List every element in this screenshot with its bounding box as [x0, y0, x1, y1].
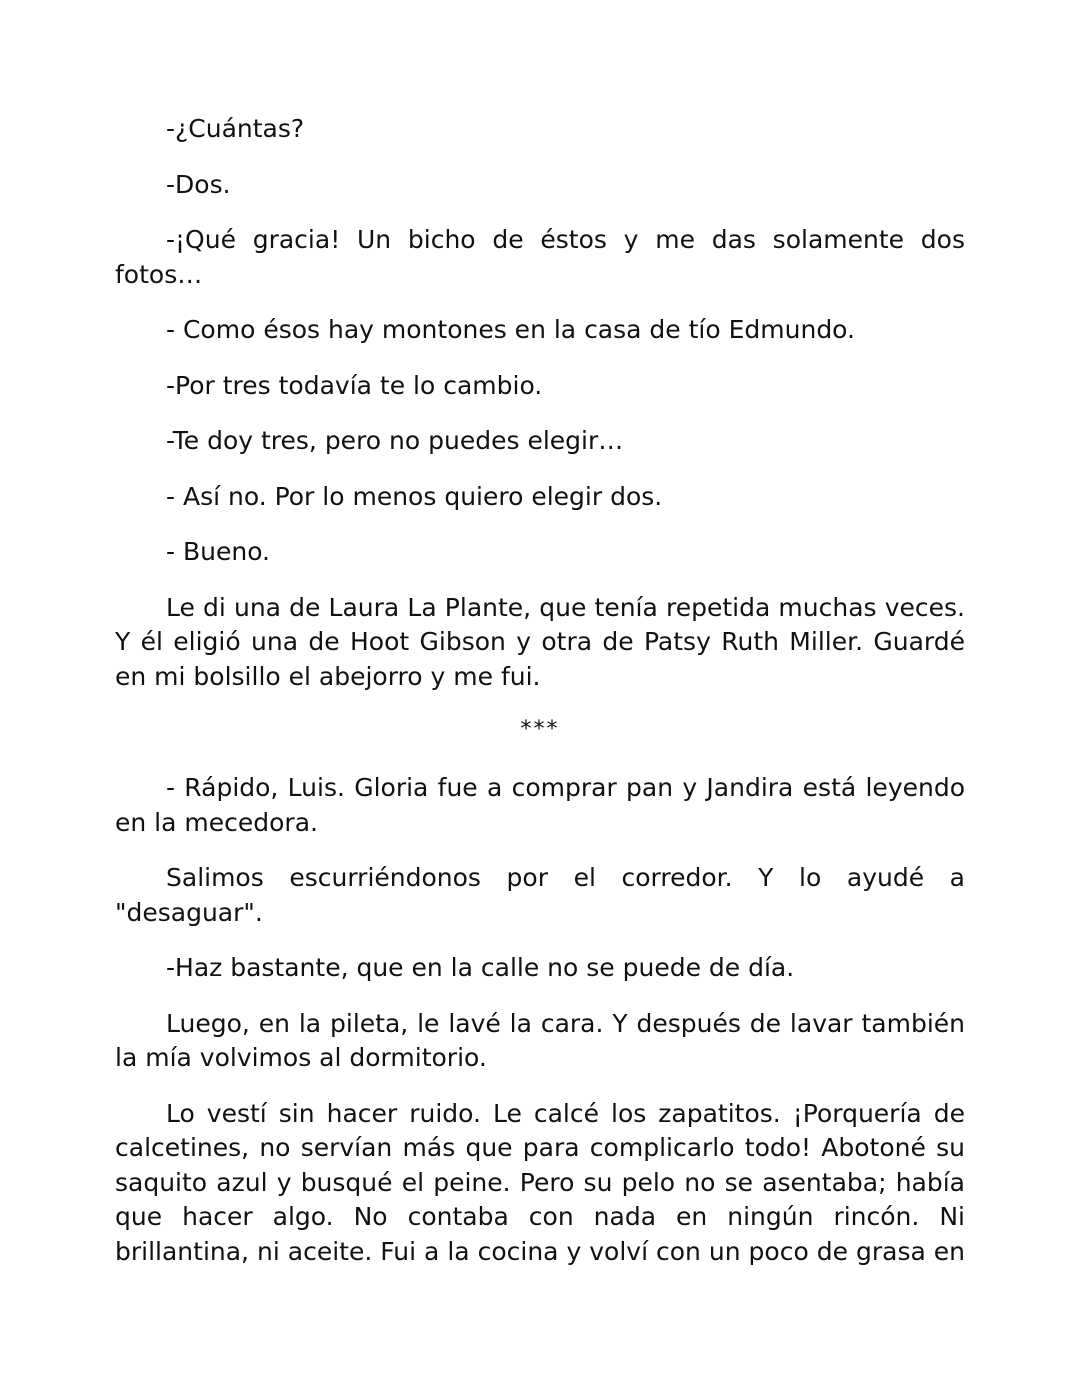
- paragraph: - Así no. Por lo menos quiero elegir dos.: [166, 481, 663, 511]
- document-page: [115, 112, 965, 1269]
- paragraph: -Te doy tres, pero no puedes elegir…: [166, 426, 624, 455]
- section-separator: ***: [520, 717, 560, 742]
- paragraph: - Bueno.: [166, 537, 270, 566]
- paragraph: Luego, en la pileta, le lavé la cara. Y después de lavar también la mía volvimos al dormitorio.: [115, 1008, 965, 1072]
- paragraph: -¿Cuántas?: [166, 114, 305, 143]
- paragraph: -Dos.: [166, 169, 231, 199]
- paragraph: Salimos escurriéndonos por el corredor. Y lo ayudé a "desaguar".: [115, 863, 965, 927]
- paragraph: -¡Qué gracia! Un bicho de éstos y me das solamente dos fotos…: [115, 225, 965, 289]
- paragraph: Le di una de Laura La Plante, que tenía repetida muchas veces. Y él eligió una de Hoot Gibson y otra de Patsy Ruth Miller. Guardé en mi bolsillo el abejorro y me fui.: [115, 592, 965, 691]
- paragraph: -Por tres todavía te lo cambio.: [166, 370, 543, 400]
- paragraph: - Como ésos hay montones en la casa de tío Edmundo.: [166, 315, 855, 344]
- paragraph: -Haz bastante, que en la calle no se puede de día.: [166, 953, 795, 982]
- paragraph: - Rápido, Luis. Gloria fue a comprar pan y Jandira está leyendo en la mecedora.: [115, 773, 965, 837]
- paragraph: Lo vestí sin hacer ruido. Le calcé los zapatitos. ¡Porquería de calcetines, no servían más que para complicarlo todo! Abotoné su saquito azul y busqué el peine. Pero su pelo no se asentaba; había que hacer algo. No contaba con nada en ningún rincón. Ni brillantina, ni aceite. Fui a la cocina y volví con un poco de grasa en: [115, 1098, 965, 1266]
